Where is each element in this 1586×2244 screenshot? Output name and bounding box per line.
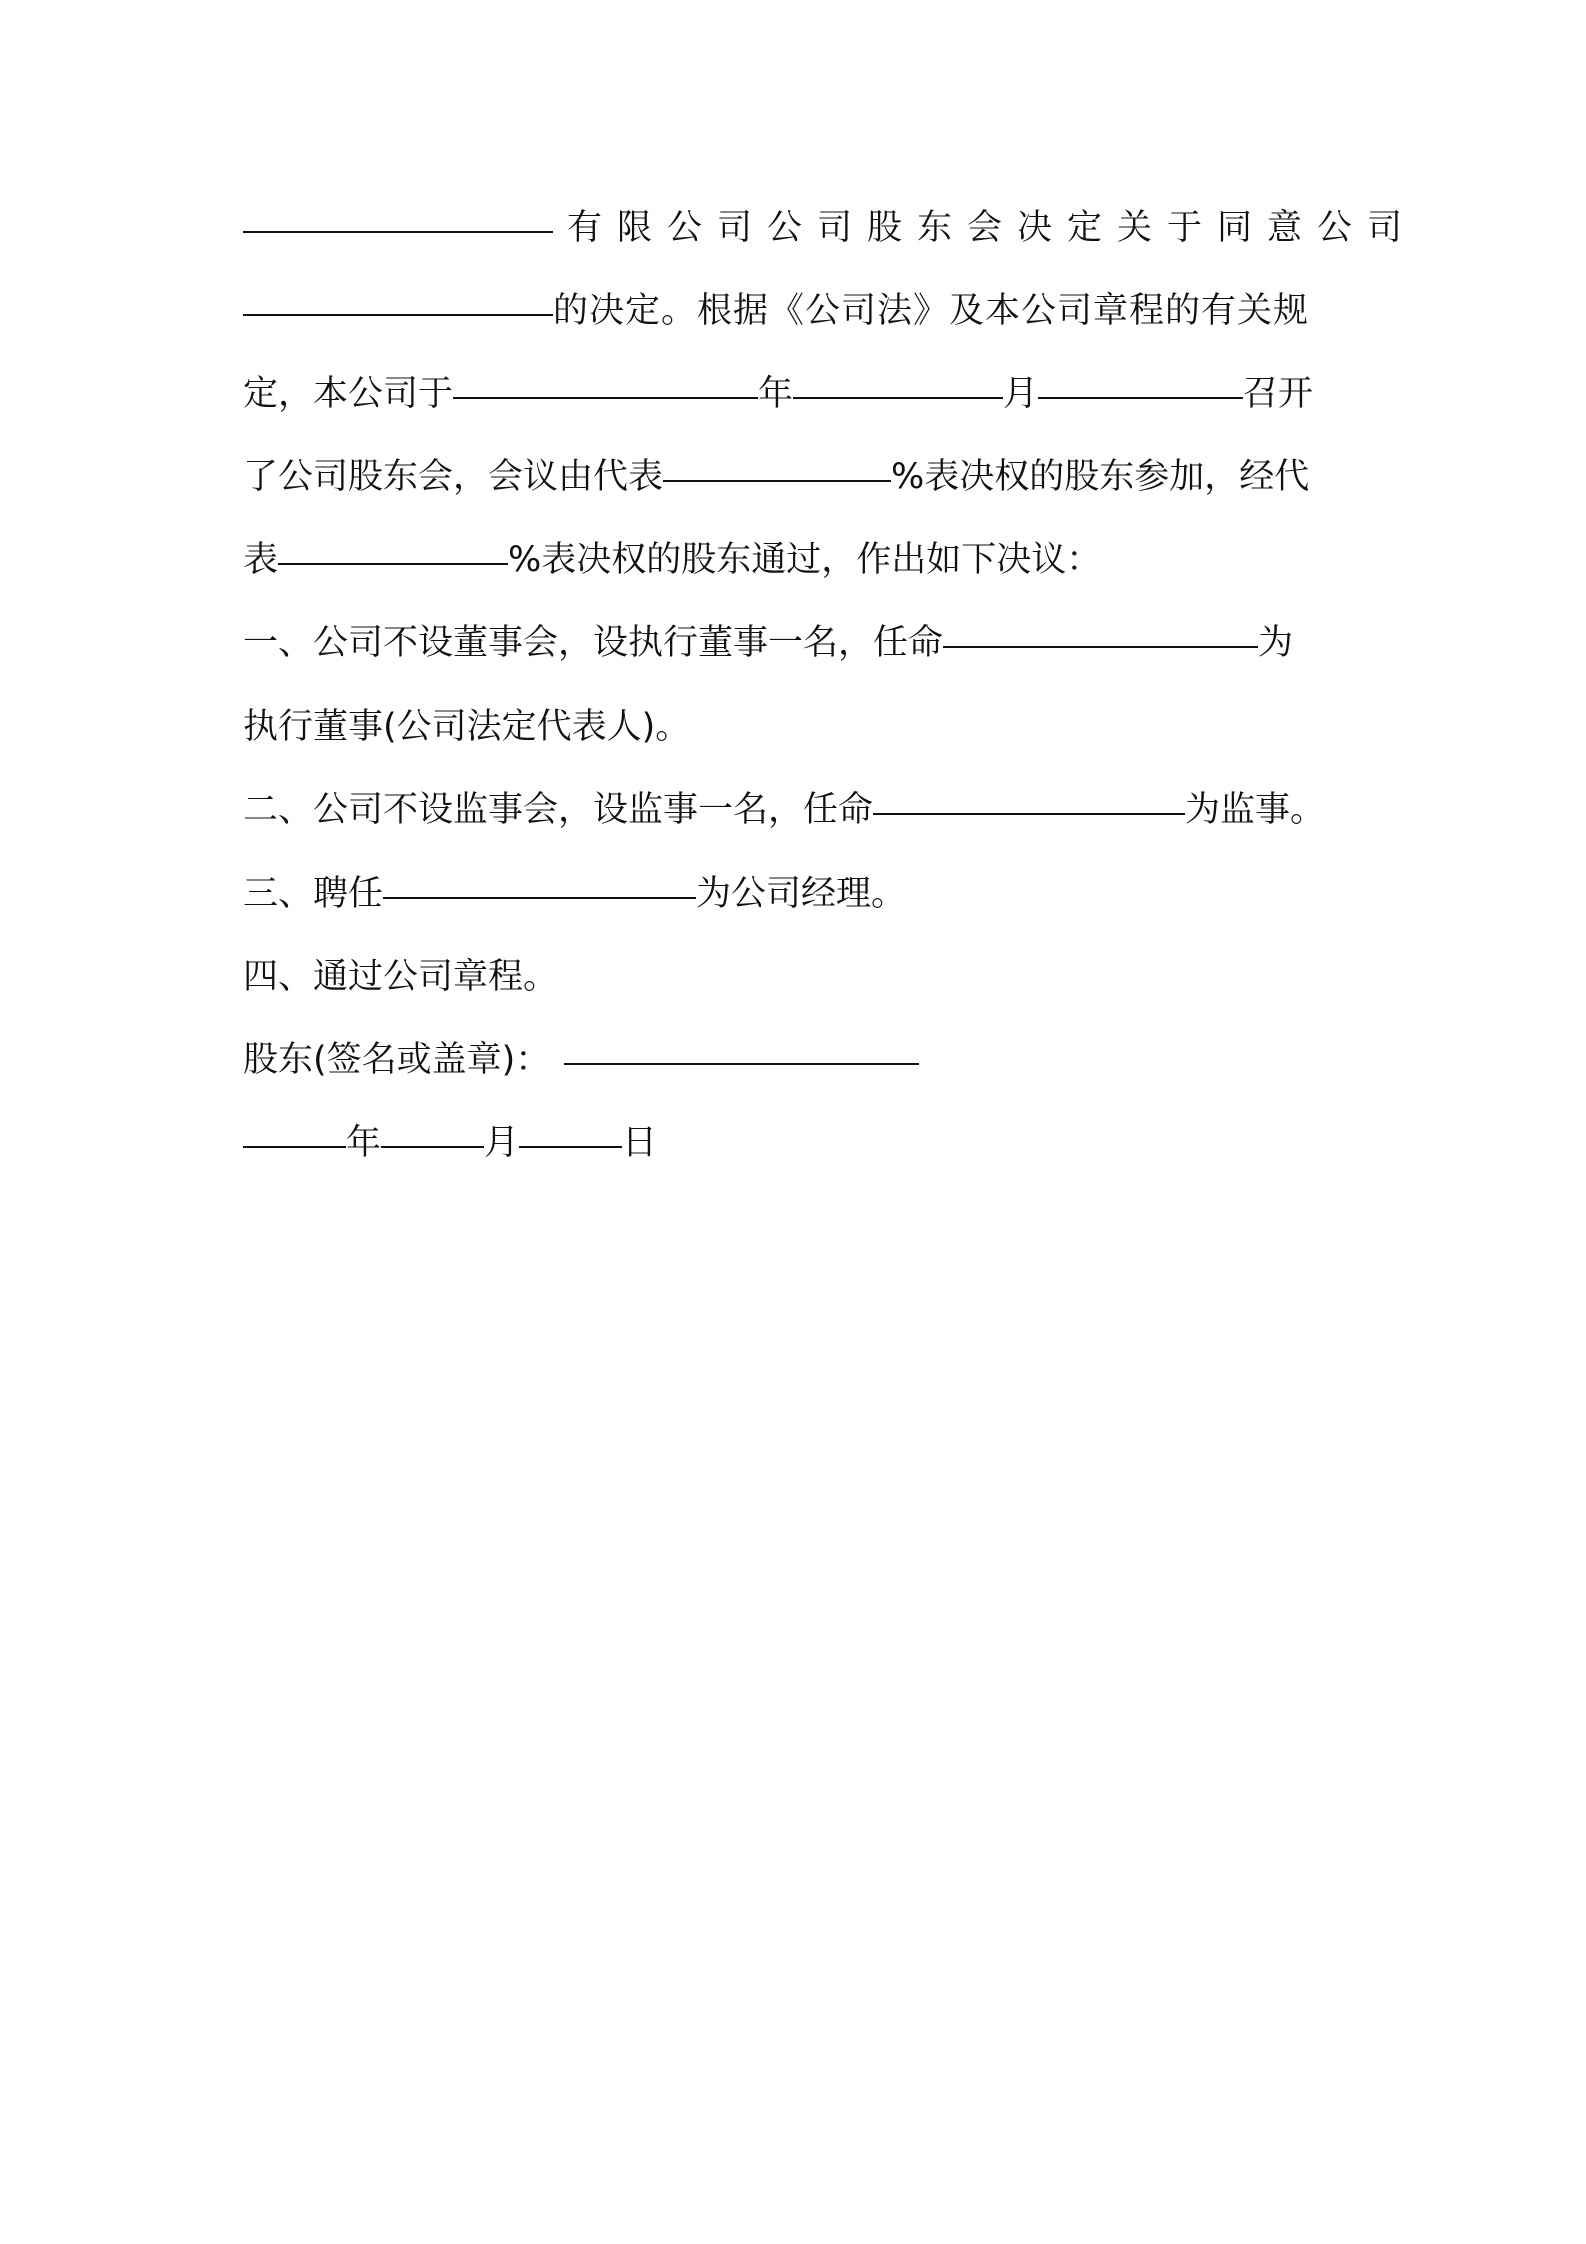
sign-year-label: 年 — [346, 1123, 382, 1163]
sign-day-label: 日 — [622, 1123, 658, 1163]
manager-blank[interactable] — [383, 897, 696, 899]
convened-text: 召开 — [1243, 374, 1314, 414]
month-label: 月 — [1003, 374, 1039, 414]
meeting-month-blank[interactable] — [793, 397, 1003, 399]
meeting-date-intro: 定，本公司于 — [243, 374, 454, 414]
resolution-title-text: 有限公司公司股东会决定关于同意公司 — [567, 208, 1418, 248]
resolution-item-4 — [243, 947, 558, 1007]
resolution-item-3 — [243, 864, 906, 924]
attendance-intro: 了公司股东会，会议由代表 — [243, 457, 664, 497]
supervisor-role-text: 为监事。 — [1185, 790, 1326, 830]
manager-role-text: 为公司经理。 — [696, 874, 907, 914]
sign-month-label: 月 — [484, 1123, 520, 1163]
paragraph-line-1 — [243, 198, 1417, 258]
sign-day-blank[interactable] — [519, 1146, 622, 1148]
executive-director-text: 一、公司不设董事会，设执行董事一名，任命 — [243, 623, 944, 663]
resolution-item-1-continued — [243, 697, 690, 757]
manager-appointment-text: 三、聘任 — [243, 874, 384, 914]
supervisor-text: 二、公司不设监事会，设监事一名，任命 — [243, 790, 874, 830]
paragraph-line-4 — [243, 447, 1309, 507]
year-label: 年 — [758, 374, 794, 414]
paragraph-line-2 — [243, 281, 1309, 341]
signature-line — [243, 1030, 919, 1090]
sign-month-blank[interactable] — [381, 1146, 484, 1148]
sign-year-blank[interactable] — [243, 1146, 346, 1148]
attending-percent-blank[interactable] — [663, 480, 891, 482]
approval-percent-text: %表决权的股东通过，作出如下决议： — [508, 540, 1102, 580]
meeting-day-blank[interactable] — [1038, 397, 1243, 399]
paragraph-line-5 — [243, 530, 1101, 590]
paragraph-line-3 — [243, 364, 1313, 424]
resolution-item-1 — [243, 613, 1293, 673]
executive-director-blank[interactable] — [943, 646, 1258, 648]
legal-representative-text: 执行董事(公司法定代表人)。 — [243, 707, 691, 747]
signature-label: 股东(签名或盖章)： — [243, 1040, 551, 1080]
attendance-percent-text: %表决权的股东参加，经代 — [891, 457, 1310, 497]
resolution-item-2 — [243, 780, 1325, 840]
signature-blank[interactable] — [564, 1063, 919, 1065]
approval-intro: 表 — [243, 540, 279, 580]
company-name-blank[interactable] — [243, 231, 553, 233]
date-line — [243, 1113, 657, 1173]
articles-approval-text: 四、通过公司章程。 — [243, 957, 559, 997]
resolution-basis-text: 的决定。根据《公司法》及本公司章程的有关规 — [553, 291, 1310, 331]
executive-director-as: 为 — [1258, 623, 1294, 663]
meeting-year-blank[interactable] — [453, 397, 758, 399]
resolution-subject-blank[interactable] — [243, 314, 553, 316]
supervisor-blank[interactable] — [873, 813, 1185, 815]
approving-percent-blank[interactable] — [278, 563, 508, 565]
